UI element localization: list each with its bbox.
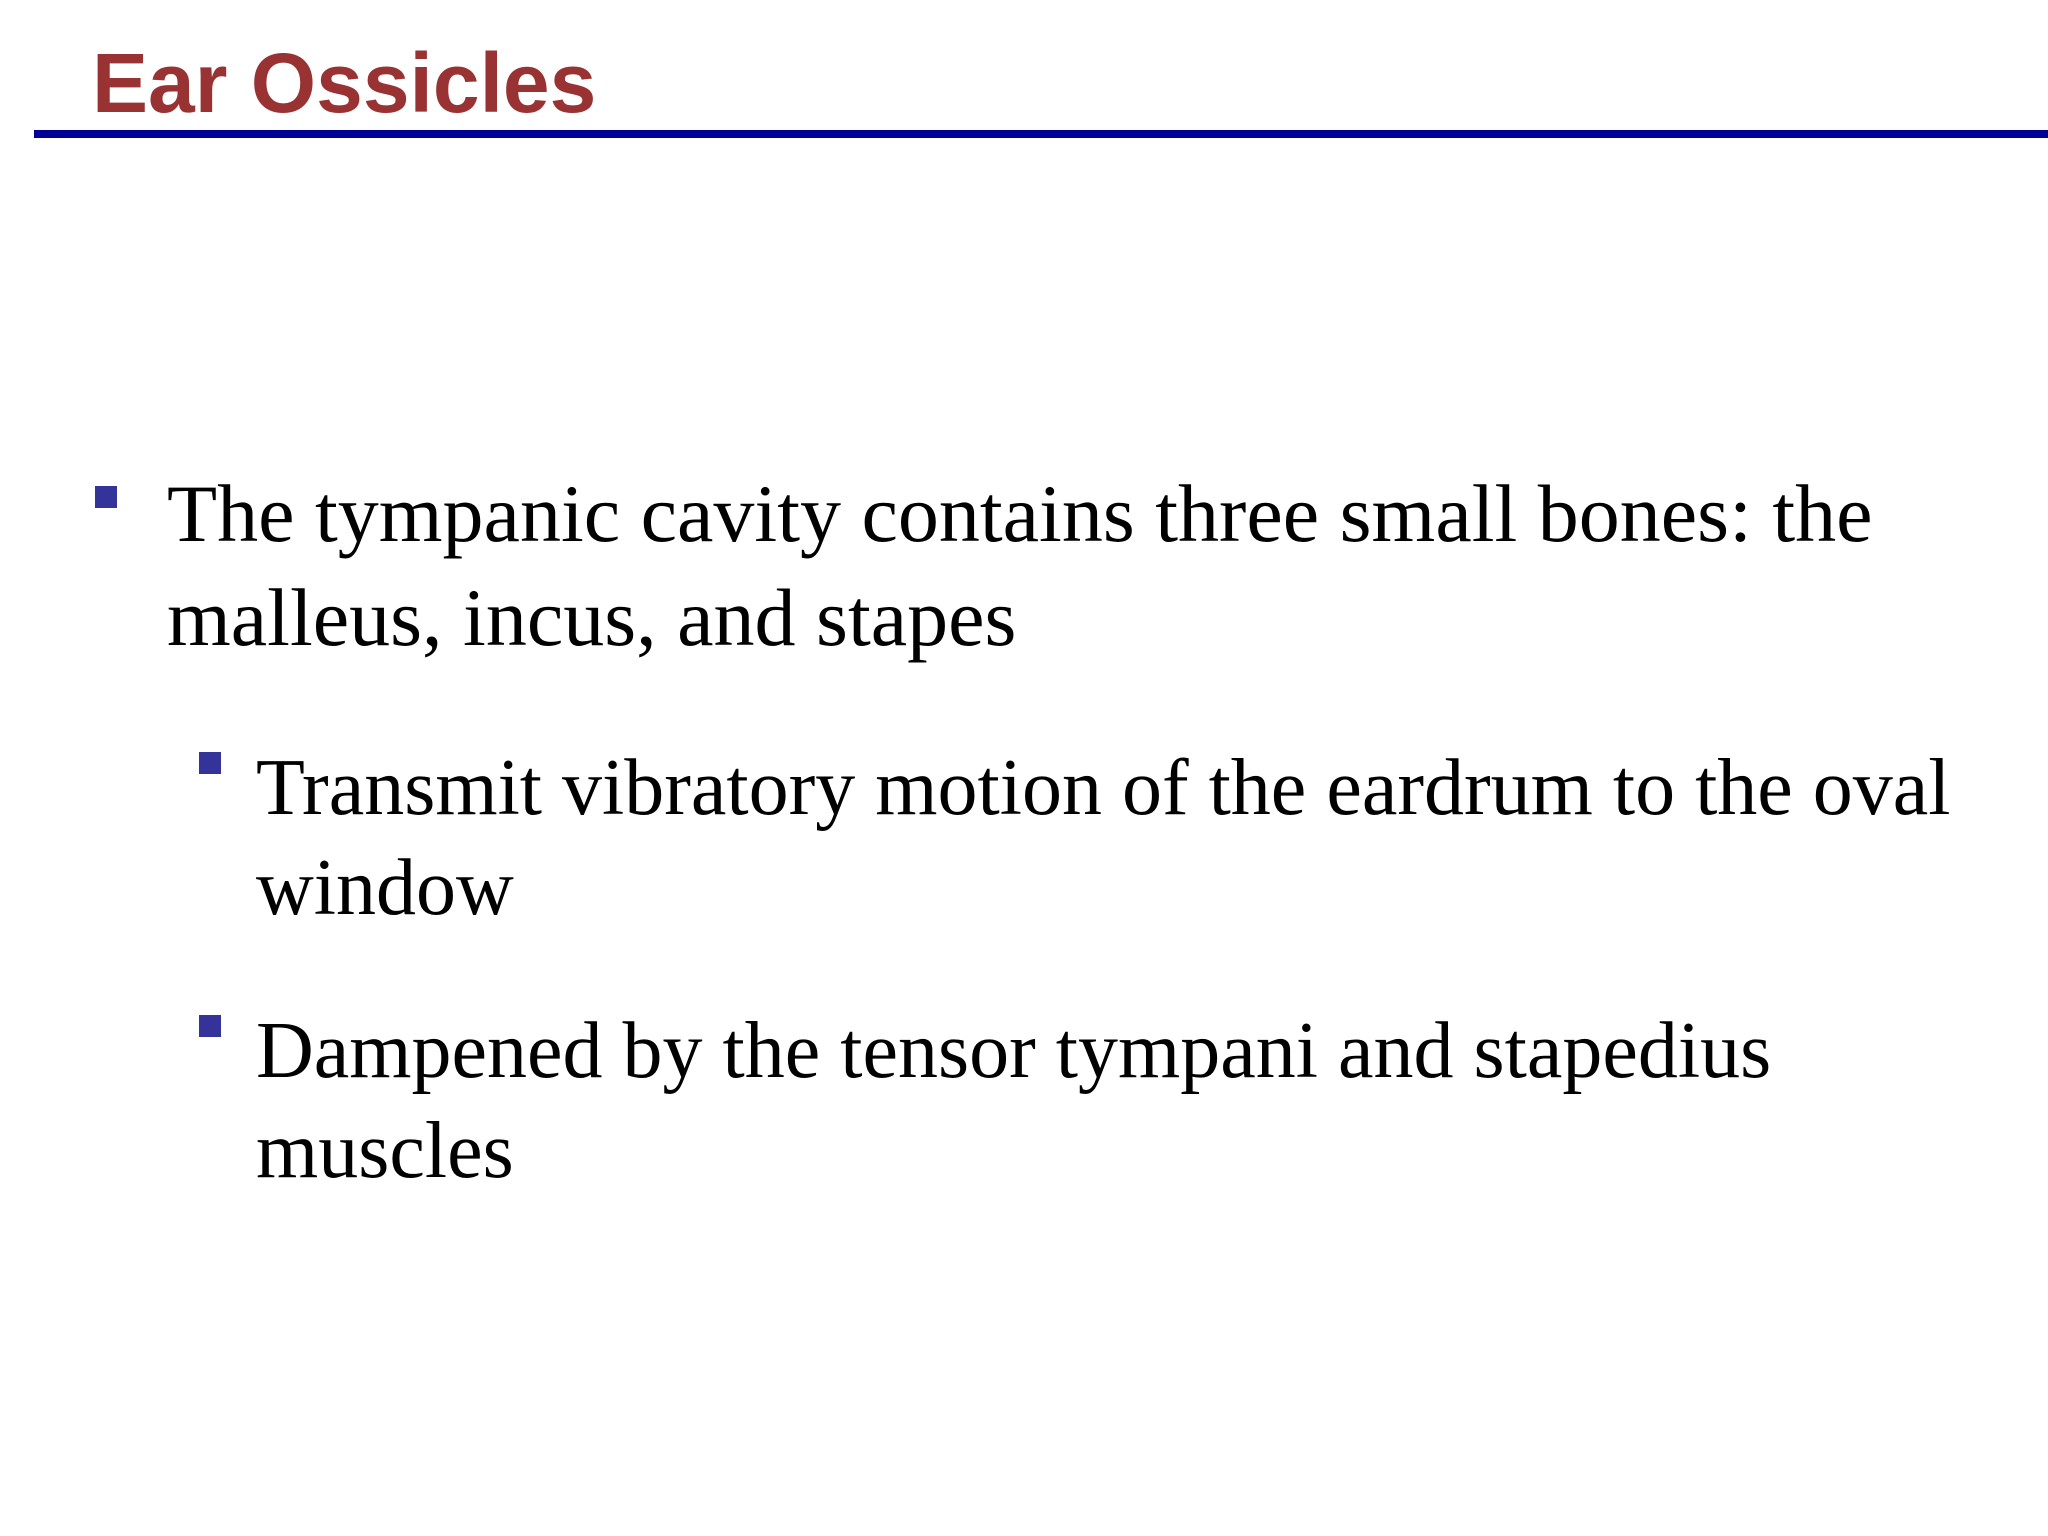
square-bullet-icon [199,752,221,774]
sub-bullet-text: Dampened by the tensor tympani and stapedius muscles [256,1007,1772,1195]
title-divider [34,130,2048,138]
slide-title: Ear Ossicles [92,36,597,130]
square-bullet-icon [95,486,117,508]
sub-bullet-item-transmit [199,738,1999,938]
sub-bullet-item-dampened [199,1001,1999,1201]
sub-bullet-text: Transmit vibratory motion of the eardrum to the oval window [256,744,1951,932]
square-bullet-icon [199,1015,221,1037]
bullet-text: The tympanic cavity contains three small bones: the malleus, incus, and stapes [167,468,1873,663]
bullet-item-tympanic-cavity [95,462,1995,670]
